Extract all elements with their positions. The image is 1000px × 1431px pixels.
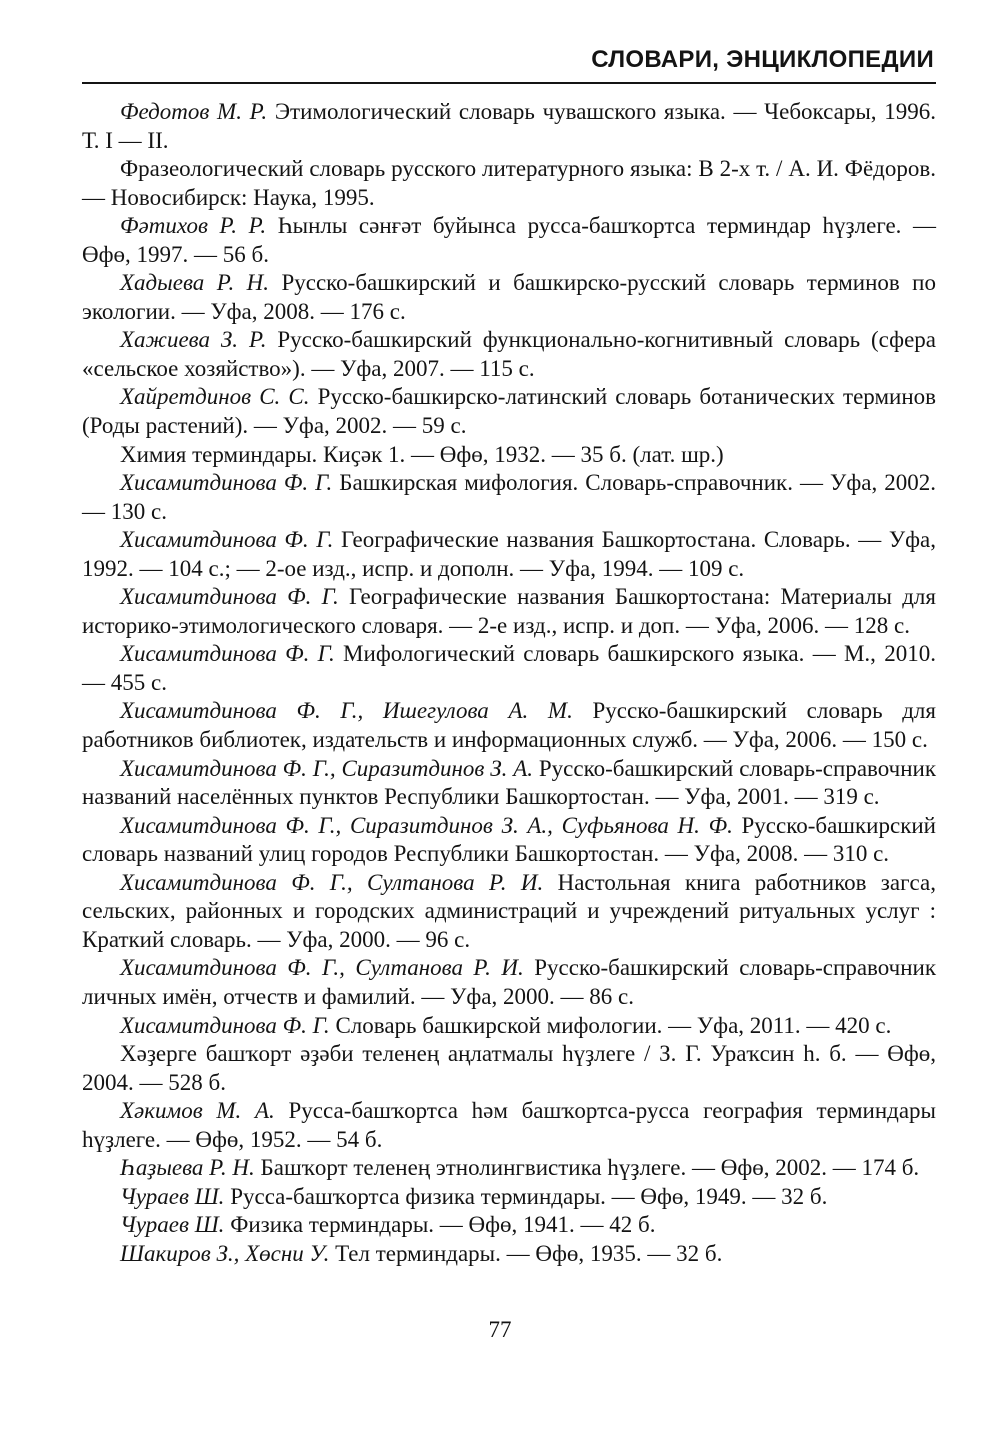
entry-text: Настольная книга работников загса, сельских, районных и городских администраций и учреждений ритуальных услуг : Краткий словарь. — Уфа, 2000. — 96 с.	[82, 869, 936, 952]
entry-text: Русско-башкирский словарь-справочник названий населённых пунктов Республики Башкортостан. — Уфа, 2001. — 319 с.	[82, 755, 936, 810]
bibliography-entry	[82, 98, 936, 155]
entry-text: Физика терминдары. — Өфө, 1941. — 42 б.	[224, 1212, 656, 1238]
bibliography-entry	[82, 383, 936, 440]
entry-text: Географические названия Башкортостана: Материалы для историко-этимологического словаря. — 2-е изд., испр. и доп. — Уфа, 2006. — 128 с.	[82, 584, 936, 638]
entry-text: Химия терминдары. Киҫәк 1. — Өфө, 1932. — 35 б. (лат. шр.)	[120, 441, 724, 467]
entry-text: Географические названия Башкортостана. Словарь. — Уфа, 1992. — 104 с.; — 2-ое изд., испр. и дополн. — Уфа, 1994. — 109 с.	[82, 527, 936, 581]
entry-text: Русско-башкирско-латинский словарь ботанических терминов (Роды растений). — Уфа, 2002. — 59 с.	[82, 384, 936, 439]
entry-author: Хисамитдинова Ф. Г., Сиразитдинов З. А.	[120, 755, 534, 781]
bibliography-entry	[82, 155, 936, 212]
entry-author: Хисамитдинова Ф. Г., Сиразитдинов З. А., Суфьянова Н. Ф.	[120, 812, 733, 838]
bibliography-entry	[82, 441, 936, 470]
bibliography-entry	[82, 1040, 936, 1097]
entry-text: Русско-башкирский и башкирско-русский словарь терминов по экологии. — Уфа, 2008. — 176 с.	[82, 270, 936, 324]
entry-text: Башкирская мифология. Словарь-справочник. — Уфа, 2002. — 130 с.	[82, 470, 936, 524]
page-number: 77	[488, 1317, 512, 1342]
running-header: СЛОВАРИ, ЭНЦИКЛОПЕДИИ	[591, 46, 934, 73]
bibliography-entry	[82, 212, 936, 269]
entry-text: Русско-башкирский словарь-справочник личных имён, отчеств и фамилий. — Уфа, 2000. — 86 с.	[82, 955, 936, 1009]
entry-author: Хажиева З. Р.	[120, 327, 267, 353]
entry-text: Фразеологический словарь русского литературного языка: В 2-х т. / А. И. Фёдоров. — Новосибирск: Наука, 1995.	[82, 156, 936, 210]
entry-author: Федотов М. Р.	[120, 99, 268, 124]
bibliography-entry	[82, 1183, 936, 1212]
entry-author: Хәкимов М. А.	[120, 1098, 275, 1124]
bibliography-entry	[82, 526, 936, 583]
bibliography-entry	[82, 469, 936, 526]
entry-author: Чураев Ш.	[120, 1212, 225, 1238]
entry-author: Һаҙыева Р. Н.	[120, 1155, 255, 1181]
bibliography-entry	[82, 1240, 936, 1269]
bibliography-entry	[82, 1154, 936, 1183]
bibliography-entry	[82, 812, 936, 869]
entry-text: Һынлы сәнғәт буйынса русса-башҡортса терминдар һүҙлеге. — Өфө, 1997. — 56 б.	[82, 213, 936, 267]
entry-text: Этимологический словарь чувашского языка. — Чебоксары, 1996. Т. I — II.	[82, 99, 936, 153]
bibliography-entry	[82, 640, 936, 697]
entry-text: Мифологический словарь башкирского языка. — М., 2010. — 455 с.	[82, 641, 936, 695]
bibliography-entry	[82, 697, 936, 754]
entry-author: Хисамитдинова Ф. Г., Султанова Р. И.	[120, 955, 524, 981]
entry-text: Хәҙерге башҡорт әҙәби теленең аңлатмалы һүҙлеге / З. Г. Ураҡсин һ. б. — Өфө, 2004. — 528 б.	[82, 1041, 936, 1095]
bibliography-entry	[82, 269, 936, 326]
entry-author: Хадыева Р. Н.	[120, 270, 270, 296]
entry-text: Тел терминдары. — Өфө, 1935. — 32 б.	[329, 1240, 723, 1266]
entry-text: Башҡорт теленең этнолингвистика һүҙлеге. — Өфө, 2002. — 174 б.	[254, 1155, 920, 1181]
entry-author: Хисамитдинова Ф. Г., Ишегулова А. М.	[120, 698, 573, 724]
bibliography-entry	[82, 755, 936, 812]
entry-author: Хисамитдинова Ф. Г.	[120, 641, 335, 667]
header-rule	[82, 82, 936, 84]
entry-author: Хисамитдинова Ф. Г.	[120, 584, 339, 610]
entry-text: Русско-башкирский словарь для работников библиотек, издательств и информационных служб. — Уфа, 2006. — 150 с.	[82, 698, 936, 753]
bibliography-entry	[82, 954, 936, 1011]
bibliography-list	[82, 98, 936, 1268]
entry-author: Хисамитдинова Ф. Г.	[120, 470, 333, 496]
bibliography-entry	[82, 326, 936, 383]
entry-text: Русса-башҡортса һәм башҡортса-русса география терминдары һүҙлеге. — Өфө, 1952. — 54 б.	[82, 1098, 937, 1152]
bibliography-entry	[82, 869, 936, 955]
entry-author: Шакиров З., Хөсни У.	[120, 1240, 330, 1266]
entry-text: Русско-башкирский функционально-когнитивный словарь (сфера «сельское хозяйство»). — Уфа, 2007. — 115 с.	[82, 327, 936, 381]
bibliography-entry	[82, 1012, 936, 1041]
entry-author: Хисамитдинова Ф. Г.	[120, 1012, 330, 1038]
entry-text: Русса-башҡортса физика терминдары. — Өфө, 1949. — 32 б.	[224, 1183, 828, 1209]
bibliography-entry	[82, 1211, 936, 1240]
bibliography-entry	[82, 583, 936, 640]
bibliography-entry	[82, 1097, 936, 1154]
entry-author: Хисамитдинова Ф. Г., Султанова Р. И.	[120, 869, 544, 895]
entry-text: Словарь башкирской мифологии. — Уфа, 2011. — 420 с.	[329, 1012, 892, 1038]
entry-author: Хисамитдинова Ф. Г.	[120, 527, 334, 553]
entry-author: Хайретдинов С. С.	[120, 384, 310, 410]
entry-author: Чураев Ш.	[120, 1183, 225, 1209]
entry-author: Фәтихов Р. Р.	[120, 213, 267, 239]
entry-text: Русско-башкирский словарь названий улиц городов Республики Башкортостан. — Уфа, 2008. — 310 с.	[82, 812, 936, 867]
